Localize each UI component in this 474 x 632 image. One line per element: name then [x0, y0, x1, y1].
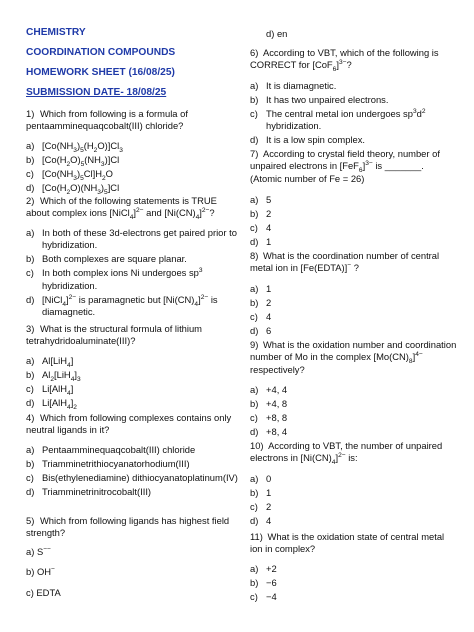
option-label: b): [250, 397, 259, 409]
question-6-options: [250, 80, 458, 147]
question-number: 8): [250, 250, 259, 261]
option-text: +4, 8: [266, 397, 288, 409]
question-4: [26, 412, 236, 437]
option[interactable]: c) Li[AlH$_4$]: [26, 382, 74, 397]
question-9-options: [250, 384, 287, 438]
option-text: en: [276, 28, 288, 39]
option-text: Bis(ethylenediamine) dithiocyanatoplatinum(IV): [42, 471, 238, 483]
option[interactable]: [250, 80, 458, 92]
option-text: It has two unpaired electrons.: [266, 93, 389, 105]
question-3: [26, 323, 236, 348]
question-text: Which from following is a formula of pentaamminequaqcobalt(III) chloride?: [26, 108, 188, 132]
question-11: [250, 531, 458, 556]
option[interactable]: [250, 384, 287, 396]
option[interactable]: [250, 194, 271, 206]
option[interactable]: [250, 325, 271, 337]
option[interactable]: [250, 297, 271, 309]
option-label: c): [250, 411, 258, 423]
option-label: d): [250, 425, 259, 437]
option[interactable]: b) $[Co(H_2O)_5(NH_3)]Cl$: [26, 153, 120, 168]
option-label: a): [250, 384, 259, 395]
option[interactable]: [250, 515, 271, 527]
option-text: 1: [266, 283, 272, 294]
option-label: a): [250, 194, 259, 205]
option-text: EDTA: [36, 586, 61, 598]
option-label: b): [26, 253, 35, 265]
option[interactable]: c) In both complex ions Ni undergoes $sp^3$ hybridization.: [26, 267, 203, 291]
submission-date: SUBMISSION DATE- 18/08/25: [26, 87, 167, 98]
question-number: 5): [26, 515, 35, 526]
option-label: c): [250, 590, 258, 602]
option-label: d): [26, 293, 35, 305]
option[interactable]: [250, 398, 287, 410]
option-text: It is diamagnetic.: [266, 80, 337, 91]
option-text: 5: [266, 194, 272, 205]
question-text: What is the oxidation state of central metal ion in complex?: [250, 531, 445, 555]
option-label: b): [26, 368, 35, 380]
option-label: c): [250, 107, 258, 119]
option-text: It is a low spin complex.: [266, 134, 365, 146]
option[interactable]: d) $Li[AlH_4]_2$: [26, 396, 77, 411]
option-text: Triamminetrinitrocobalt(III): [42, 485, 152, 497]
question-9: 9) What is the oxidation number and coordination number of Mo in the complex $[Mo(CN)_8]^{4-}$ respectively?: [250, 339, 457, 375]
topic-heading: COORDINATION COMPOUNDS: [26, 47, 176, 58]
option[interactable]: [26, 458, 238, 470]
option[interactable]: c) The central metal ion undergoes $sp^3d^2$ hybridization.: [250, 107, 426, 132]
option[interactable]: [250, 426, 287, 438]
question-1: [26, 108, 236, 133]
question-number: 9): [250, 339, 259, 350]
option[interactable]: [250, 473, 271, 485]
option[interactable]: [26, 253, 238, 265]
question-text: What is the structural formula of lithium tetrahydridoaluminate(III)?: [26, 323, 202, 347]
option-label: c): [26, 167, 34, 179]
option-text: 1: [266, 486, 272, 498]
option[interactable]: b) OH−: [26, 566, 55, 578]
question-5-options: [26, 546, 61, 599]
option-text: +2: [266, 563, 277, 574]
option[interactable]: [250, 134, 458, 146]
option[interactable]: a) $[Co(NH_3)_5(H_2O)]Cl_3$: [26, 140, 123, 154]
question-7-options: [250, 194, 271, 248]
option-text: 1: [266, 235, 272, 247]
subject-heading: CHEMISTRY: [26, 27, 86, 38]
option[interactable]: [250, 487, 271, 499]
option-text: +8, 8: [266, 411, 288, 423]
question-2: [26, 195, 236, 220]
question-number: 11): [250, 531, 263, 542]
option[interactable]: [250, 412, 287, 424]
option[interactable]: a) S−−: [26, 545, 51, 557]
option[interactable]: d) [NiCl$_4$]$^{2-}$ is paramagnetic but $[Ni(CN)_4]^{2-}$ is diamagnetic.: [26, 293, 218, 317]
question-8: 8) What is the coordination number of central metal ion in [Fe(EDTA)]− ?: [250, 250, 440, 274]
option-label: c): [250, 500, 258, 512]
option-text: 4: [266, 514, 272, 526]
option-label: b): [250, 93, 259, 105]
option-text: Triamminetrithiocyanatorhodium(III): [42, 457, 190, 469]
option-label: d): [250, 514, 259, 526]
option-text: Pentaamminequaqcobalt(III) chloride: [42, 444, 196, 455]
option-label: d): [266, 28, 275, 39]
question-number: 1): [26, 108, 35, 119]
option-label: a): [250, 473, 259, 484]
option-text: 2: [266, 296, 272, 308]
option-text: 4: [266, 310, 272, 322]
question-number: 10): [250, 440, 264, 451]
option-label: d): [26, 181, 35, 193]
option[interactable]: b) −6: [250, 576, 277, 588]
option[interactable]: [26, 472, 238, 484]
question-5: [26, 515, 236, 540]
question-11-options: [250, 563, 277, 603]
option[interactable]: c) $[Co(NH_3)_5Cl]H_2O$: [26, 167, 113, 182]
question-text: Which from following ligands has highest field strength?: [26, 515, 230, 539]
option[interactable]: [250, 563, 277, 575]
option-label: d): [26, 396, 35, 408]
option-label: b): [250, 296, 259, 308]
option[interactable]: b) $Al_2[LiH_4]_3$: [26, 368, 81, 383]
option-label: b): [26, 153, 35, 165]
question-8-options: [250, 283, 271, 337]
option[interactable]: [26, 486, 238, 498]
option-label: c): [250, 221, 258, 233]
option[interactable]: [26, 444, 238, 456]
option-label: c): [26, 471, 34, 483]
option-label: d): [26, 485, 35, 497]
question-number: 2): [26, 195, 35, 206]
question-text: Which from following complexes contains only neutral ligands in it?: [26, 412, 232, 436]
option-label: b): [250, 207, 259, 219]
question-6: 6) According to VBT, which of the following is CORRECT for $[CoF_6]^{3-}$?: [250, 47, 439, 74]
sheet-heading: HOMEWORK SHEET (16/08/25): [26, 67, 175, 78]
option-label: a): [26, 227, 35, 238]
option[interactable]: [250, 283, 271, 295]
option-label: a): [250, 283, 259, 294]
option-label: a): [250, 80, 259, 91]
option[interactable]: [250, 311, 271, 323]
question-number: 3): [26, 323, 35, 334]
option-text: +4, 4: [266, 384, 288, 395]
option[interactable]: c) −4: [250, 590, 277, 602]
option[interactable]: [250, 501, 271, 513]
question-7: 7) According to crystal field theory, number of unpaired electrons in $[FeF_6]^{3-}$ is _______. (Atomic number of Fe = 26): [250, 148, 458, 185]
option[interactable]: [250, 94, 458, 106]
option-text: 4: [266, 221, 272, 233]
option-label: b): [250, 576, 259, 588]
question-text: Which of the following statements is TRUE about complex ions [NiCl$_4$]$^{2-}$ and $[Ni(CN)_4]^{2-}$?: [26, 195, 217, 222]
question-1-options: [26, 140, 123, 194]
question-10: 10) According to VBT, the number of unpaired electrons in $[Ni(CN)_4]^{2-}$ is:: [250, 440, 443, 467]
question-10-options: [250, 473, 271, 527]
option-label: b): [250, 486, 259, 498]
option[interactable]: [250, 208, 271, 220]
question-note: (Atomic number of Fe = 26): [250, 172, 365, 184]
option-label: b): [26, 566, 35, 578]
option[interactable]: [26, 587, 61, 599]
option-label: b): [26, 457, 35, 469]
option[interactable]: a) Al[LiH$_4$]: [26, 355, 74, 369]
option-text: In both of these 3d-electrons get paired prior to hybridization.: [42, 227, 237, 251]
option-label: a): [250, 563, 259, 574]
option-label: a): [26, 140, 35, 151]
question-4-options: [26, 444, 238, 498]
question-number: 4): [26, 412, 35, 423]
question-3-options: [26, 355, 81, 409]
option[interactable]: [26, 227, 238, 252]
option[interactable]: [250, 236, 271, 248]
option-text: 2: [266, 500, 272, 512]
option-label: c): [26, 382, 34, 394]
option[interactable]: [250, 222, 271, 234]
question-number: 6): [250, 47, 259, 58]
option-label: a): [26, 355, 35, 366]
option-label: a): [26, 444, 35, 455]
option-text: +8, 4: [266, 425, 288, 437]
question-5-option-d[interactable]: [266, 28, 287, 40]
question-number: 7): [250, 148, 259, 159]
question-2-options: [26, 227, 238, 318]
option-label: d): [250, 134, 259, 146]
option-label: c): [250, 310, 258, 322]
option-label: c): [26, 267, 34, 279]
option-text: Both complexes are square planar.: [42, 253, 187, 265]
option-label: a): [26, 546, 35, 557]
option-text: 6: [266, 324, 272, 336]
option-label: d): [250, 235, 259, 247]
option-label: d): [250, 324, 259, 336]
option-text: 2: [266, 207, 272, 219]
option-label: c): [26, 586, 34, 598]
option[interactable]: d) $[Co(H_2O)(NH_3)_5]Cl$: [26, 181, 120, 196]
option-text: 0: [266, 473, 272, 484]
